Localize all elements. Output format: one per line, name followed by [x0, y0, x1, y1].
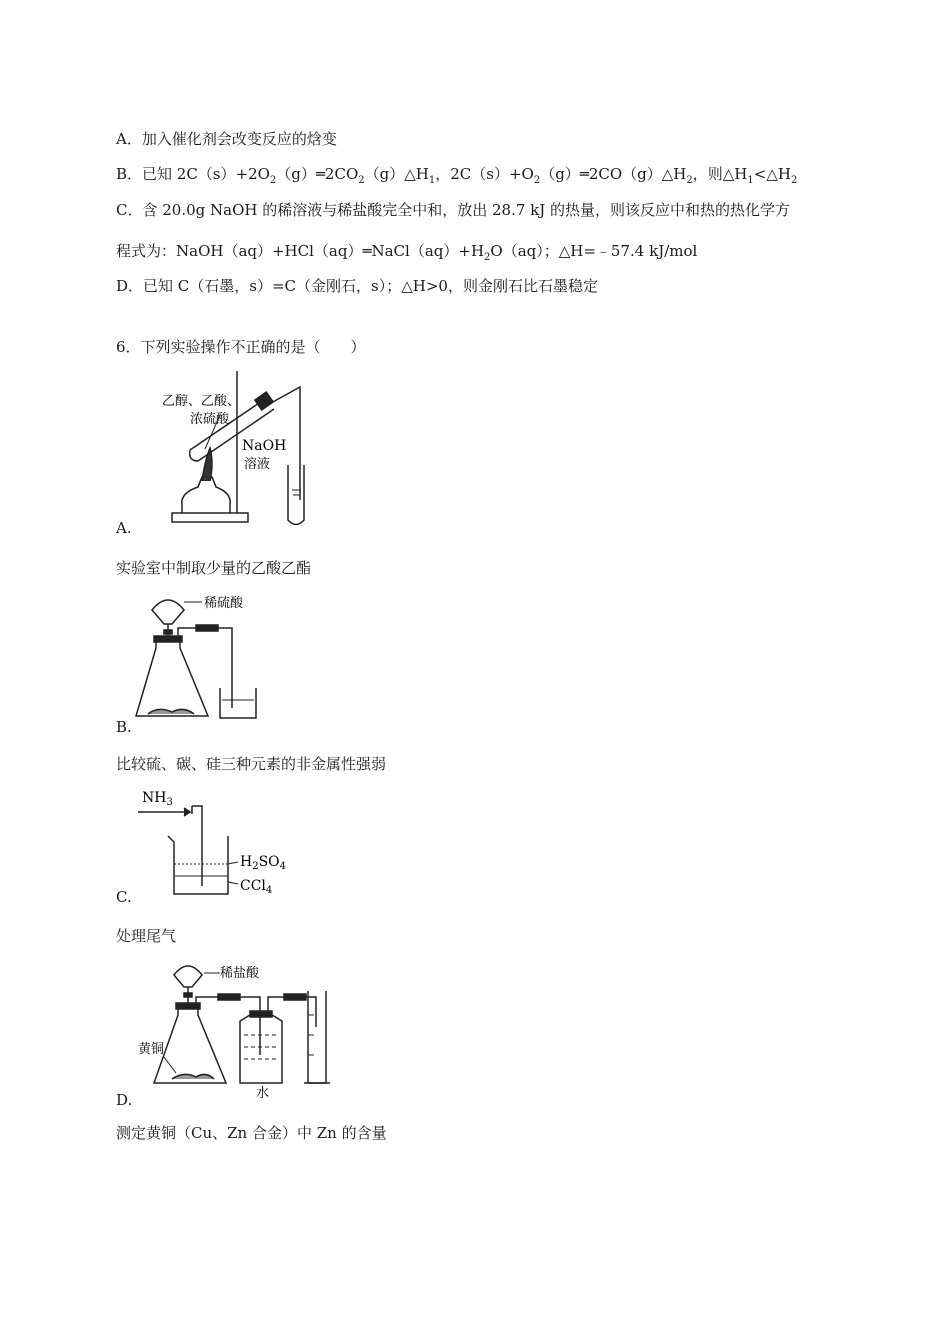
- option-c-text: C．含 20.0g NaOH 的稀溶液与稀盐酸完全中和，放出 28.7 kJ 的热量，则该反应中和热的热化学方: [116, 201, 791, 219]
- figure-d-apparatus: [136, 955, 336, 1101]
- figure-a-label-2: 浓硫酸: [190, 412, 230, 427]
- figure-c-letter: C.: [116, 888, 132, 906]
- subscript: 2: [269, 175, 277, 186]
- option-b-part: <△H: [753, 165, 791, 183]
- option-b-part: B．已知 2C（s）+2O: [116, 165, 270, 183]
- subscript: 2: [358, 175, 365, 186]
- option-c-line1: [116, 200, 790, 220]
- figure-d-label-1: 稀盐酸: [220, 966, 260, 981]
- figure-d-caption: 测定黄铜（Cu、Zn 合金）中 Zn 的含量: [116, 1124, 387, 1142]
- subscript: 1: [747, 175, 754, 186]
- figure-a-letter: A.: [116, 519, 132, 537]
- question-6-text: 6．下列实验操作不正确的是（ ）: [116, 338, 366, 356]
- figure-a-label-4: 溶液: [244, 457, 271, 472]
- figure-c-label-1: $NH_3$: [142, 790, 173, 808]
- subscript: 1: [428, 175, 436, 186]
- figure-b-caption: 比较硫、碳、硅三种元素的非金属性强弱: [116, 755, 387, 773]
- option-c-line2: [116, 241, 697, 268]
- option-b-part: （g）△H: [364, 165, 429, 183]
- option-c-text: O（aq）；△H=﹣57.4 kJ/mol: [490, 242, 698, 260]
- subscript: 2: [686, 175, 693, 186]
- figure-b-label: 稀硫酸: [204, 596, 244, 611]
- option-c-text: 程式为：NaOH（aq）+HCl（aq）═NaCl（aq）+H: [116, 242, 485, 260]
- option-b-part: （g）═2CO（g）△H: [540, 165, 687, 183]
- figure-c-apparatus: [136, 784, 296, 904]
- subscript: 2: [533, 175, 541, 186]
- figure-a-label-1: 乙醇、乙酸、: [162, 394, 241, 409]
- figure-d-letter: D.: [116, 1091, 133, 1109]
- figure-c-caption: 处理尾气: [116, 927, 177, 945]
- subscript: 2: [484, 252, 491, 263]
- option-d: [116, 276, 598, 296]
- figure-a-apparatus: [160, 365, 330, 530]
- option-d-text: D．已知 C（石墨，s）=C（金刚石，s）；△H>0，则金刚石比石墨稳定: [116, 277, 598, 295]
- option-a: [116, 129, 337, 149]
- figure-d-label-3: 水: [256, 1086, 270, 1101]
- option-a-text: A．加入催化剂会改变反应的焓变: [116, 130, 337, 148]
- figure-b-letter: B.: [116, 718, 132, 736]
- figure-c-label-2: $H_2SO_4$: [240, 854, 287, 872]
- option-b: [116, 164, 797, 191]
- figure-a-label-3: NaOH: [242, 438, 287, 454]
- option-b-part: （g）═2CO: [276, 165, 359, 183]
- question-6-stem: [116, 337, 366, 357]
- figure-d-label-2: 黄铜: [138, 1042, 165, 1057]
- option-b-part: ，2C（s）+O: [435, 165, 534, 183]
- subscript: 2: [790, 175, 798, 186]
- figure-b-apparatus: [128, 588, 288, 723]
- figure-c-label-3: CCl$_4$: [240, 878, 273, 896]
- figure-a-caption: 实验室中制取少量的乙酸乙酯: [116, 559, 312, 577]
- option-b-part: ，则△H: [692, 165, 748, 183]
